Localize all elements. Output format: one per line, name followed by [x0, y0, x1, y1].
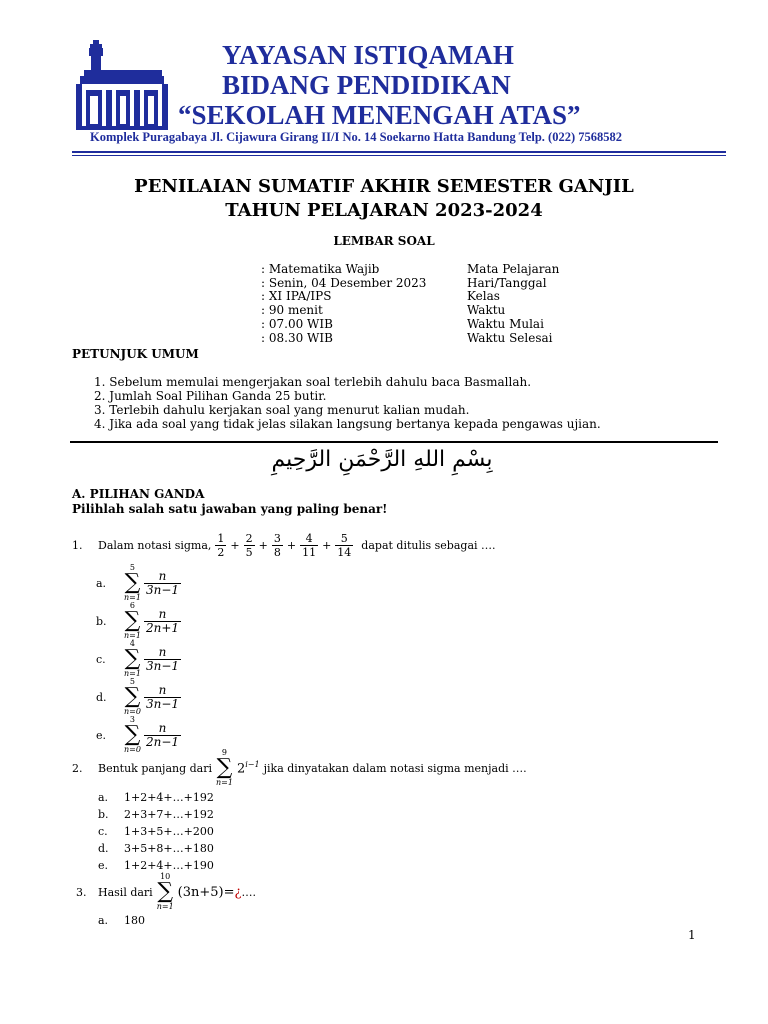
info-value: : 08.30 WIB — [261, 330, 333, 345]
option-letter: c. — [96, 652, 106, 666]
school-logo-icon — [76, 40, 168, 132]
info-value: : Senin, 04 Desember 2023 — [261, 275, 427, 290]
directions-list — [94, 375, 601, 431]
department-name: BIDANG PENDIDIKAN — [222, 70, 511, 100]
section-heading: A. PILIHAN GANDA — [72, 487, 205, 501]
sigma-expression: (3n+5)= — [177, 884, 235, 900]
info-label: Kelas — [467, 289, 500, 304]
option: b. 2+3+7+…+192 — [98, 808, 214, 821]
foundation-name: YAYASAN ISTIQAMAH — [222, 40, 514, 70]
info-value: : 90 menit — [261, 303, 323, 318]
option-letter: a. — [96, 576, 107, 590]
question-text: Bentuk panjang dari — [98, 761, 212, 775]
fraction: $\frac{n}{2n-1}$ — [145, 720, 180, 749]
q1-options — [96, 564, 296, 754]
option: a. 180 — [98, 914, 145, 927]
direction-item: 3. Terlebih dahulu kerjakan soal yang menurut kalian mudah. — [94, 403, 470, 417]
sheet-title: LEMBAR SOAL — [333, 234, 435, 248]
direction-item: 1. Sebelum memulai mengerjakan soal terlebih dahulu baca Basmallah. — [94, 375, 532, 389]
option-letter: b. — [96, 614, 107, 628]
sigma-notation: 5 ∑ n=0 — [124, 677, 141, 716]
exam-title: PENILAIAN SUMATIF AKHIR SEMESTER GANJIL — [134, 176, 634, 197]
info-value: : XI IPA/IPS — [261, 289, 332, 304]
option: a. 1+2+4+…+192 — [98, 791, 214, 804]
q2-options — [98, 789, 214, 874]
fraction: $\frac{n}{3n-1}$ — [145, 682, 180, 711]
question-text: jika dinyatakan dalam notasi sigma menjadi …. — [263, 761, 527, 775]
directions-heading: PETUNJUK UMUM — [72, 347, 199, 361]
fraction: $\frac{2}{5}$ — [245, 531, 253, 559]
option — [96, 564, 296, 602]
letterhead-rule-thick — [72, 151, 726, 153]
fraction: $\frac{1}{2}$ — [217, 531, 225, 559]
option: d. 3+5+8+…+180 — [98, 842, 214, 855]
section-divider — [70, 441, 718, 443]
info-values — [261, 263, 426, 345]
sigma-notation: 6 ∑ n=1 — [124, 601, 141, 640]
fraction: $\frac{n}{2n+1}$ — [145, 606, 180, 635]
school-address: Komplek Puragabaya Jl. Cijawura Girang II/I No. 14 Soekarno Hatta Bandung Telp. (022) 7568582 — [90, 130, 623, 144]
question-text: …. — [241, 885, 256, 899]
fraction: $\frac{5}{14}$ — [337, 531, 352, 559]
option-letter: d. — [96, 690, 107, 704]
letterhead-rule-thin — [72, 155, 726, 156]
info-label: Waktu Mulai — [467, 316, 544, 331]
info-label: Waktu Selesai — [467, 330, 553, 345]
fraction: $\frac{n}{3n-1}$ — [145, 644, 180, 673]
question-number: 1. — [72, 538, 83, 552]
info-labels — [467, 263, 559, 345]
sigma-notation: 10 ∑ n=1 — [156, 872, 174, 911]
school-name: “SEKOLAH MENENGAH ATAS” — [178, 100, 581, 130]
info-value: : 07.00 WIB — [261, 316, 333, 331]
fraction: $\frac{n}{3n-1}$ — [145, 568, 180, 597]
option — [96, 640, 296, 678]
info-label: Waktu — [467, 303, 506, 318]
question-2 — [72, 750, 527, 786]
direction-item: 4. Jika ada soal yang tidak jelas silakan langsung bertanya kepada pengawas ujian. — [94, 417, 601, 431]
question-text: Dalam notasi sigma, — [98, 538, 212, 552]
option-letter: e. — [96, 728, 107, 742]
option — [96, 678, 296, 716]
exam-year: TAHUN PELAJARAN 2023-2024 — [225, 200, 543, 221]
question-1: 1. Dalam notasi sigma, $\frac{1}{2}$ + $\frac{2}{5}$ + $\frac{3}{8}$ + $\frac{4}{11}$ + $\frac{5}{14}$ dapat ditulis sebagai …. — [72, 531, 496, 559]
q3-options — [98, 914, 145, 927]
basmalah: بِسْمِ اللهِ الرَّحْمَنِ الرَّحِيمِ — [271, 447, 493, 472]
error-mark: ¿ — [234, 884, 242, 900]
sigma-notation: 4 ∑ n=1 — [124, 639, 141, 678]
sigma-notation: 9 ∑ n=1 — [216, 748, 233, 787]
info-label: Hari/Tanggal — [467, 275, 547, 290]
section-instruction: Pilihlah salah satu jawaban yang paling benar! — [72, 502, 388, 516]
option: e. 1+2+4+…+190 — [98, 859, 214, 872]
option — [96, 716, 296, 754]
fraction: $\frac{3}{8}$ — [273, 531, 281, 559]
sigma-notation: 5 ∑ n=1 — [124, 563, 141, 602]
question-text: Hasil dari — [98, 885, 153, 899]
info-label: Mata Pelajaran — [467, 262, 560, 276]
question-3 — [76, 874, 256, 910]
info-value: : Matematika Wajib — [261, 262, 380, 276]
question-text: dapat ditulis sebagai …. — [361, 538, 496, 552]
option — [96, 602, 296, 640]
option: c. 1+3+5+…+200 — [98, 825, 214, 838]
question-number: 3. — [76, 885, 87, 899]
sigma-notation: 3 ∑ n=0 — [124, 715, 141, 754]
direction-item: 2. Jumlah Soal Pilihan Ganda 25 butir. — [94, 389, 327, 403]
question-number: 2. — [72, 761, 83, 775]
fraction: $\frac{4}{11}$ — [302, 531, 317, 559]
page-number: 1 — [688, 928, 696, 942]
sigma-term: $2^{i-1}$ — [236, 759, 260, 777]
